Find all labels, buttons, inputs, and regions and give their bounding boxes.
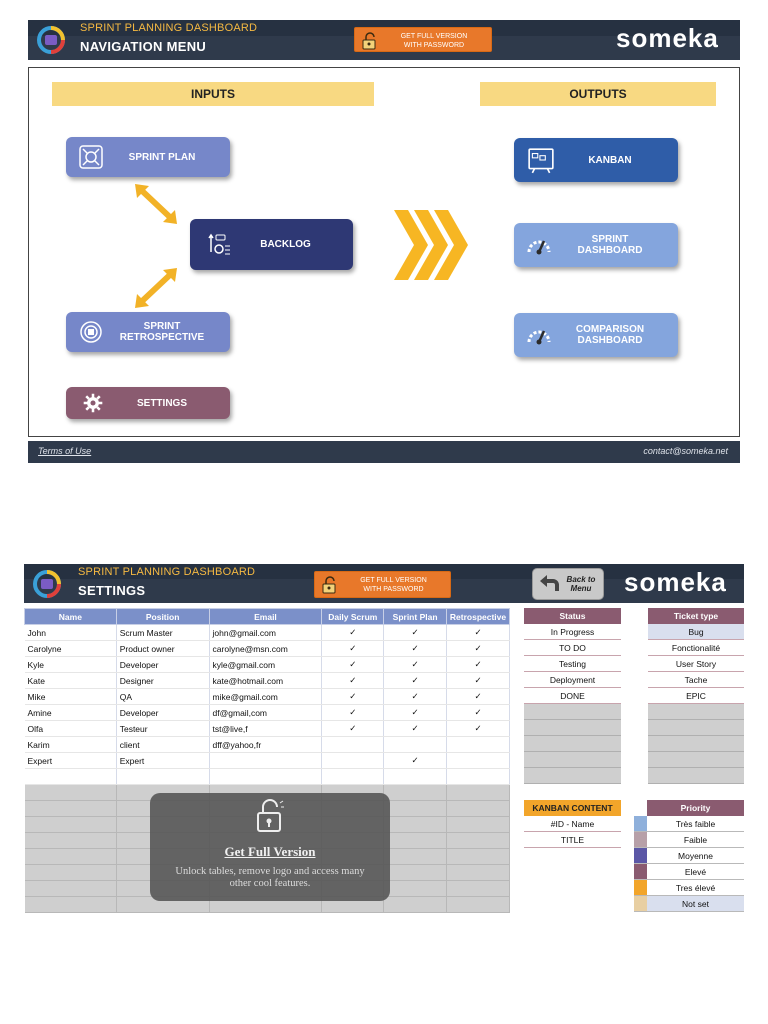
locked-list-item	[524, 720, 621, 736]
unlock-line1: GET FULL VERSION	[400, 33, 468, 40]
locked-cell	[447, 801, 510, 817]
locked-cell	[447, 817, 510, 833]
outputs-title: OUTPUTS	[480, 82, 716, 106]
locked-cell	[384, 881, 447, 897]
table-cell[interactable]: Kyle	[25, 657, 117, 673]
locked-cell	[25, 881, 117, 897]
table-cell[interactable]: ✓	[322, 689, 384, 705]
list-item[interactable]: TITLE	[524, 832, 621, 848]
column-header: Daily Scrum	[322, 609, 384, 625]
gauge-icon	[526, 322, 552, 348]
navigation-panel	[28, 20, 740, 463]
status-items	[524, 624, 621, 784]
table-cell[interactable]: ✓	[384, 721, 447, 737]
terms-of-use-link[interactable]: Terms of Use	[38, 446, 92, 456]
back-line1: Back to	[566, 575, 596, 584]
table-cell[interactable]: kyle@gmail.com	[209, 657, 322, 673]
backlog-icon	[206, 232, 232, 258]
locked-list-item	[524, 768, 621, 784]
locked-cell	[384, 817, 447, 833]
unlock-icon	[255, 799, 285, 833]
table-cell[interactable]: ✓	[447, 641, 510, 657]
team-table-header	[25, 609, 510, 625]
locked-cell	[384, 801, 447, 817]
arrow-diagonal-icon	[135, 184, 177, 224]
kanban-button[interactable]	[514, 138, 678, 182]
locked-list-item	[648, 704, 744, 720]
priority-label: Faible	[683, 835, 708, 845]
priority-item[interactable]	[634, 848, 744, 864]
priority-color-swatch	[634, 816, 647, 831]
settings-button[interactable]	[66, 387, 230, 419]
table-cell[interactable]	[447, 753, 510, 769]
table-cell[interactable]: ✓	[447, 705, 510, 721]
table-cell[interactable]: Expert	[25, 753, 117, 769]
locked-cell	[25, 897, 117, 913]
back-to-menu-button[interactable]	[532, 568, 604, 600]
sprint-dashboard-button[interactable]	[514, 223, 678, 267]
priority-color-swatch	[634, 848, 647, 863]
locked-cell	[384, 865, 447, 881]
list-item[interactable]: DONE	[524, 688, 621, 704]
priority-color-swatch	[634, 864, 647, 879]
table-cell[interactable]: Product owner	[116, 641, 209, 657]
table-row	[25, 625, 510, 641]
table-cell[interactable]: Developer	[116, 657, 209, 673]
priority-item[interactable]	[634, 832, 744, 848]
list-item[interactable]: Tache	[648, 672, 744, 688]
table-cell[interactable]	[209, 753, 322, 769]
list-item[interactable]: Bug	[648, 624, 744, 640]
overlay-line2: other cool features.	[229, 878, 311, 889]
table-cell[interactable]: Amine	[25, 705, 117, 721]
list-item[interactable]: EPIC	[648, 688, 744, 704]
priority-label: Tres élevé	[675, 883, 716, 893]
table-cell[interactable]: carolyne@msn.com	[209, 641, 322, 657]
unlock-line1: GET FULL VERSION	[360, 577, 427, 584]
unlock-line2: WITH PASSWORD	[363, 586, 424, 593]
table-cell[interactable]: Mike	[25, 689, 117, 705]
ticket-type-list	[648, 608, 744, 784]
list-item[interactable]: In Progress	[524, 624, 621, 640]
get-full-version-button[interactable]	[314, 571, 451, 598]
sprint-plan-button[interactable]	[66, 137, 230, 177]
unlock-line2: WITH PASSWORD	[403, 42, 465, 49]
table-cell[interactable]: Expert	[116, 753, 209, 769]
sprint-plan-icon	[78, 144, 104, 170]
locked-cell	[447, 865, 510, 881]
sprint-retrospective-line2: RETROSPECTIVE	[119, 332, 205, 343]
priority-label: Très faible	[675, 819, 716, 829]
table-cell[interactable]: ✓	[447, 625, 510, 641]
table-cell[interactable]: ✓	[322, 705, 384, 721]
settings-label: SETTINGS	[136, 397, 187, 409]
gauge-icon	[526, 232, 552, 258]
list-item[interactable]: User Story	[648, 656, 744, 672]
table-cell[interactable]: ✓	[384, 673, 447, 689]
locked-cell	[384, 785, 447, 801]
kanban-icon	[526, 146, 556, 174]
priority-item[interactable]	[634, 816, 744, 832]
table-cell[interactable]	[116, 769, 209, 785]
comparison-dashboard-button[interactable]	[514, 313, 678, 357]
locked-cell	[384, 833, 447, 849]
get-full-version-button[interactable]	[354, 27, 492, 52]
table-row	[25, 737, 510, 753]
table-cell[interactable]: john@gmail.com	[209, 625, 322, 641]
table-cell[interactable]: ✓	[322, 673, 384, 689]
page-title: NAVIGATION MENU	[80, 39, 207, 54]
table-cell[interactable]: Scrum Master	[116, 625, 209, 641]
status-title: Status	[524, 608, 621, 624]
table-cell[interactable]: ✓	[447, 673, 510, 689]
chevrons-right-icon	[394, 210, 470, 280]
priority-item[interactable]	[634, 896, 744, 912]
page-title: SETTINGS	[78, 583, 146, 598]
table-cell[interactable]: ✓	[322, 721, 384, 737]
table-cell[interactable]: mike@gmail.com	[209, 689, 322, 705]
table-cell[interactable]: tst@live,f	[209, 721, 322, 737]
locked-cell	[447, 833, 510, 849]
table-cell[interactable]: Kate	[25, 673, 117, 689]
priority-color-swatch	[634, 896, 647, 911]
kanban-content-title: KANBAN CONTENT	[524, 800, 621, 816]
table-cell[interactable]: Karim	[25, 737, 117, 753]
comparison-dashboard-line2: DASHBOARD	[577, 335, 643, 346]
column-header: Email	[209, 609, 322, 625]
table-row	[25, 721, 510, 737]
table-cell[interactable]	[25, 769, 117, 785]
table-cell[interactable]	[384, 737, 447, 753]
table-cell[interactable]	[322, 769, 384, 785]
kanban-content-items	[524, 816, 621, 848]
table-cell[interactable]: Carolyne	[25, 641, 117, 657]
list-item[interactable]: Deployment	[524, 672, 621, 688]
backlog-button[interactable]	[190, 219, 353, 270]
table-cell[interactable]	[384, 769, 447, 785]
locked-list-item	[524, 752, 621, 768]
gear-icon	[82, 392, 104, 414]
table-cell[interactable]: ✓	[384, 641, 447, 657]
list-item[interactable]: Testing	[524, 656, 621, 672]
sprint-plan-label: SPRINT PLAN	[128, 151, 196, 163]
table-row	[25, 705, 510, 721]
table-row	[25, 641, 510, 657]
table-cell[interactable]: dff@yahoo,fr	[209, 737, 322, 753]
get-full-version-overlay[interactable]	[150, 793, 390, 901]
table-cell[interactable]: ✓	[384, 657, 447, 673]
locked-cell	[447, 849, 510, 865]
locked-list-item	[648, 736, 744, 752]
priority-items	[634, 816, 744, 912]
locked-list-item	[648, 752, 744, 768]
table-cell[interactable]: Testeur	[116, 721, 209, 737]
priority-label: Moyenne	[678, 851, 713, 861]
table-cell[interactable]	[209, 769, 322, 785]
priority-item[interactable]	[634, 880, 744, 896]
table-cell[interactable]	[447, 737, 510, 753]
table-row	[25, 657, 510, 673]
table-cell[interactable]	[447, 769, 510, 785]
column-header: Sprint Plan	[384, 609, 447, 625]
table-row	[25, 673, 510, 689]
nav-footer	[28, 441, 740, 463]
locked-cell	[25, 817, 117, 833]
column-header: Retrospective	[447, 609, 510, 625]
sprint-retrospective-button[interactable]	[66, 312, 230, 352]
overlay-description	[162, 866, 378, 890]
locked-cell	[25, 801, 117, 817]
overlay-title[interactable]: Get Full Version	[224, 844, 316, 859]
table-cell[interactable]: ✓	[322, 641, 384, 657]
table-cell[interactable]: ✓	[447, 657, 510, 673]
locked-list-item	[524, 704, 621, 720]
overlay-line1: Unlock tables, remove logo and access many	[175, 866, 365, 877]
comparison-dashboard-line1: COMPARISON	[575, 324, 645, 335]
priority-label: Elevé	[684, 867, 707, 877]
table-cell[interactable]: kate@hotmail.com	[209, 673, 322, 689]
back-line2: Menu	[570, 584, 592, 593]
sprint-dashboard-line2: DASHBOARD	[577, 245, 643, 256]
kanban-content-list	[524, 800, 621, 848]
unlock-icon	[361, 32, 379, 50]
header-subtitle: SPRINT PLANNING DASHBOARD	[78, 566, 256, 578]
back-arrow-icon	[539, 575, 561, 595]
table-cell[interactable]: ✓	[384, 625, 447, 641]
arrow-diagonal-icon	[135, 268, 177, 308]
table-cell[interactable]: ✓	[384, 689, 447, 705]
priority-title: Priority	[647, 800, 744, 816]
table-row	[25, 689, 510, 705]
locked-list-item	[648, 720, 744, 736]
locked-cell	[25, 865, 117, 881]
sprint-retrospective-line1: SPRINT	[143, 321, 181, 332]
list-item[interactable]: #ID - Name	[524, 816, 621, 832]
table-cell[interactable]: ✓	[447, 689, 510, 705]
kanban-label: KANBAN	[588, 154, 632, 166]
table-row	[25, 753, 510, 769]
status-list	[524, 608, 621, 784]
app-logo-icon	[32, 569, 62, 599]
locked-list-item	[648, 768, 744, 784]
locked-cell	[447, 897, 510, 913]
priority-item[interactable]	[634, 864, 744, 880]
table-cell[interactable]	[322, 737, 384, 753]
table-cell[interactable]: ✓	[322, 657, 384, 673]
table-cell[interactable]: John	[25, 625, 117, 641]
table-cell[interactable]: Olfa	[25, 721, 117, 737]
column-header: Position	[116, 609, 209, 625]
priority-color-swatch	[634, 832, 647, 847]
locked-cell	[447, 881, 510, 897]
nav-body	[28, 67, 740, 437]
locked-cell	[25, 833, 117, 849]
locked-cell	[25, 849, 117, 865]
retrospective-icon	[78, 319, 104, 345]
locked-cell	[384, 897, 447, 913]
brand-logo: someka	[616, 23, 719, 53]
unlock-icon	[321, 576, 339, 594]
table-cell[interactable]: df@gmail,com	[209, 705, 322, 721]
locked-cell	[384, 849, 447, 865]
settings-header	[24, 564, 744, 603]
locked-cell	[25, 785, 117, 801]
brand-logo: someka	[624, 567, 727, 597]
column-header: Name	[25, 609, 117, 625]
table-cell[interactable]: ✓	[384, 753, 447, 769]
backlog-label: BACKLOG	[260, 239, 311, 250]
ticket-type-items	[648, 624, 744, 784]
sprint-dashboard-line1: SPRINT	[591, 234, 629, 245]
table-cell[interactable]: ✓	[384, 705, 447, 721]
locked-cell	[447, 785, 510, 801]
table-cell[interactable]: Developer	[116, 705, 209, 721]
app-logo-icon	[36, 25, 66, 55]
ticket-type-title: Ticket type	[648, 608, 744, 624]
table-cell[interactable]: client	[116, 737, 209, 753]
table-cell[interactable]: QA	[116, 689, 209, 705]
contact-email: contact@someka.net	[643, 446, 728, 456]
table-cell[interactable]	[322, 753, 384, 769]
list-item[interactable]: Fonctionalité	[648, 640, 744, 656]
table-cell[interactable]: ✓	[447, 721, 510, 737]
priority-label: Not set	[682, 899, 709, 909]
header-subtitle: SPRINT PLANNING DASHBOARD	[80, 22, 258, 34]
locked-list-item	[524, 736, 621, 752]
table-row	[25, 769, 510, 785]
nav-header	[28, 20, 740, 60]
table-cell[interactable]: Designer	[116, 673, 209, 689]
table-cell[interactable]: ✓	[322, 625, 384, 641]
priority-color-swatch	[634, 880, 647, 895]
priority-list	[634, 800, 744, 912]
inputs-title: INPUTS	[52, 82, 374, 106]
list-item[interactable]: TO DO	[524, 640, 621, 656]
